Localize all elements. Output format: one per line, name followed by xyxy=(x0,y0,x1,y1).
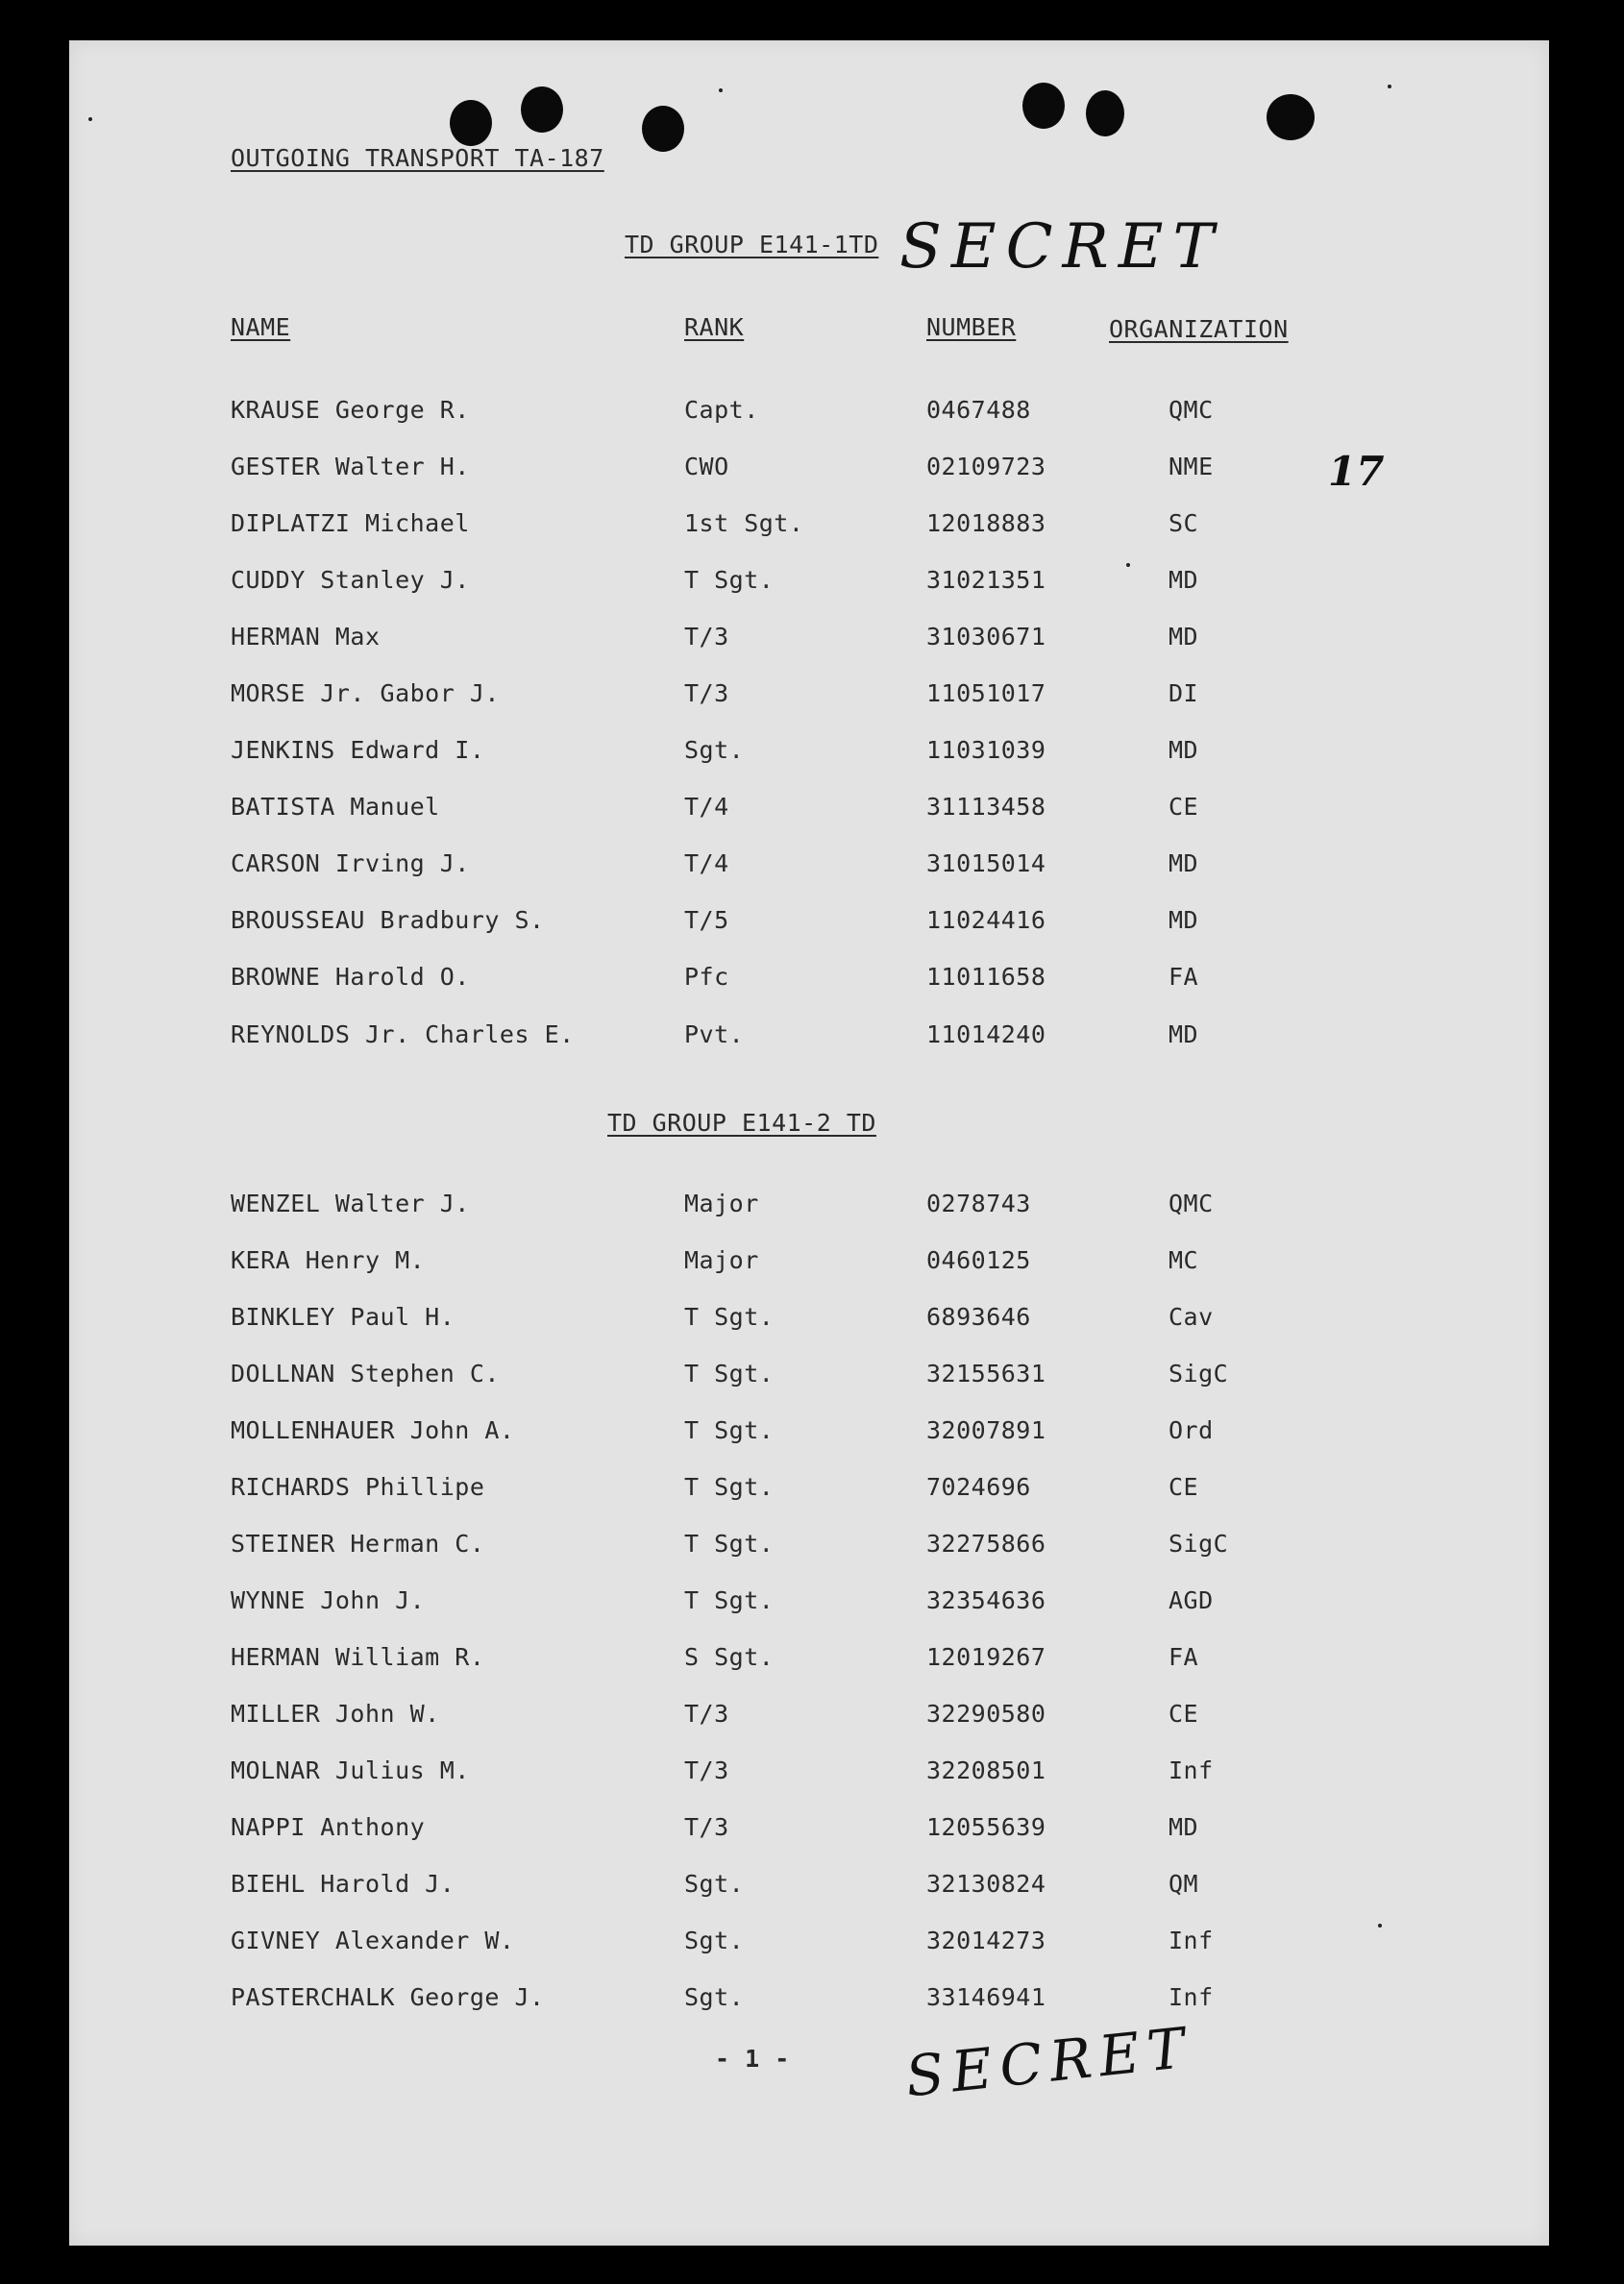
cell-number: 11014240 xyxy=(926,1020,1046,1048)
table-row xyxy=(69,396,1549,434)
cell-number: 31030671 xyxy=(926,623,1046,651)
table-row xyxy=(69,1983,1549,2022)
punch-hole xyxy=(521,86,563,133)
speck xyxy=(719,88,723,92)
cell-name: WENZEL Walter J. xyxy=(231,1190,470,1217)
table-row xyxy=(69,1643,1549,1682)
cell-rank: T/3 xyxy=(684,623,729,651)
cell-org: Inf xyxy=(1169,1756,1214,1784)
cell-number: 32014273 xyxy=(926,1927,1046,1954)
cell-name: KERA Henry M. xyxy=(231,1246,426,1274)
cell-rank: Sgt. xyxy=(684,1983,745,2011)
cell-rank: T/5 xyxy=(684,906,729,934)
cell-org: FA xyxy=(1169,963,1199,991)
cell-name: MORSE Jr. Gabor J. xyxy=(231,679,500,707)
group-heading: TD GROUP E141-2 TD xyxy=(607,1109,876,1137)
cell-number: 32208501 xyxy=(926,1756,1046,1784)
cell-number: 6893646 xyxy=(926,1303,1031,1331)
table-row xyxy=(69,1586,1549,1625)
cell-org: MD xyxy=(1169,1020,1199,1048)
group-heading: TD GROUP E141-1TD xyxy=(625,231,879,258)
handwritten-margin-number: 17 xyxy=(1328,448,1385,495)
cell-org: QM xyxy=(1169,1870,1199,1898)
cell-number: 32155631 xyxy=(926,1360,1046,1388)
cell-rank: T/3 xyxy=(684,679,729,707)
cell-org: AGD xyxy=(1169,1586,1214,1614)
cell-number: 32275866 xyxy=(926,1530,1046,1558)
cell-number: 31021351 xyxy=(926,566,1046,594)
cell-number: 7024696 xyxy=(926,1473,1031,1501)
cell-rank: Pvt. xyxy=(684,1020,745,1048)
cell-org: MD xyxy=(1169,906,1199,934)
table-row xyxy=(69,1360,1549,1398)
document-title: OUTGOING TRANSPORT TA-187 xyxy=(231,144,604,172)
cell-rank: T/3 xyxy=(684,1756,729,1784)
cell-rank: T Sgt. xyxy=(684,1416,775,1444)
cell-number: 11024416 xyxy=(926,906,1046,934)
punch-hole xyxy=(1022,83,1065,129)
punch-hole xyxy=(1267,94,1315,140)
table-row xyxy=(69,509,1549,548)
cell-rank: T/3 xyxy=(684,1700,729,1728)
cell-rank: 1st Sgt. xyxy=(684,509,804,537)
punch-hole xyxy=(450,100,492,146)
cell-org: Cav xyxy=(1169,1303,1214,1331)
cell-org: NME xyxy=(1169,453,1214,480)
cell-org: CE xyxy=(1169,1473,1199,1501)
cell-number: 31113458 xyxy=(926,793,1046,821)
cell-org: MD xyxy=(1169,1813,1199,1841)
cell-name: HERMAN William R. xyxy=(231,1643,485,1671)
cell-rank: T Sgt. xyxy=(684,1473,775,1501)
cell-org: CE xyxy=(1169,793,1199,821)
cell-org: CE xyxy=(1169,1700,1199,1728)
cell-name: MOLNAR Julius M. xyxy=(231,1756,470,1784)
cell-name: BROUSSEAU Bradbury S. xyxy=(231,906,545,934)
table-row xyxy=(69,906,1549,945)
cell-number: 0278743 xyxy=(926,1190,1031,1217)
cell-number: 0460125 xyxy=(926,1246,1031,1274)
cell-rank: Major xyxy=(684,1190,759,1217)
table-row xyxy=(69,1473,1549,1511)
cell-org: SC xyxy=(1169,509,1199,537)
table-row xyxy=(69,963,1549,1001)
cell-name: JENKINS Edward I. xyxy=(231,736,485,764)
column-header-organization: ORGANIZATION xyxy=(1109,315,1289,343)
table-row xyxy=(69,1303,1549,1341)
cell-rank: T Sgt. xyxy=(684,1530,775,1558)
cell-rank: T/4 xyxy=(684,849,729,877)
table-row xyxy=(69,1756,1549,1795)
cell-org: DI xyxy=(1169,679,1199,707)
cell-rank: CWO xyxy=(684,453,729,480)
cell-org: SigC xyxy=(1169,1360,1229,1388)
table-row xyxy=(69,1416,1549,1455)
cell-org: MD xyxy=(1169,736,1199,764)
cell-org: QMC xyxy=(1169,396,1214,424)
cell-org: Inf xyxy=(1169,1927,1214,1954)
cell-number: 32354636 xyxy=(926,1586,1046,1614)
cell-name: HERMAN Max xyxy=(231,623,381,651)
cell-name: BIEHL Harold J. xyxy=(231,1870,455,1898)
cell-rank: Pfc xyxy=(684,963,729,991)
cell-rank: Sgt. xyxy=(684,1927,745,1954)
cell-name: DOLLNAN Stephen C. xyxy=(231,1360,500,1388)
cell-org: Ord xyxy=(1169,1416,1214,1444)
table-row xyxy=(69,1246,1549,1285)
cell-number: 12018883 xyxy=(926,509,1046,537)
cell-rank: T Sgt. xyxy=(684,566,775,594)
handwritten-secret-bottom: SECRET xyxy=(902,2014,1195,2110)
column-header-number: NUMBER xyxy=(926,313,1017,341)
cell-rank: Capt. xyxy=(684,396,759,424)
cell-name: BROWNE Harold O. xyxy=(231,963,470,991)
table-row xyxy=(69,736,1549,774)
cell-name: CUDDY Stanley J. xyxy=(231,566,470,594)
speck xyxy=(88,117,92,121)
cell-org: MD xyxy=(1169,849,1199,877)
table-row xyxy=(69,793,1549,831)
table-row xyxy=(69,1020,1549,1059)
cell-rank: T/3 xyxy=(684,1813,729,1841)
cell-name: MOLLENHAUER John A. xyxy=(231,1416,515,1444)
cell-number: 31015014 xyxy=(926,849,1046,877)
cell-name: MILLER John W. xyxy=(231,1700,440,1728)
document-page xyxy=(69,40,1549,2246)
cell-rank: Sgt. xyxy=(684,1870,745,1898)
column-header-name: NAME xyxy=(231,313,291,341)
cell-number: 33146941 xyxy=(926,1983,1046,2011)
cell-rank: T Sgt. xyxy=(684,1360,775,1388)
table-row xyxy=(69,1870,1549,1908)
cell-org: FA xyxy=(1169,1643,1199,1671)
cell-name: PASTERCHALK George J. xyxy=(231,1983,545,2011)
cell-name: GIVNEY Alexander W. xyxy=(231,1927,515,1954)
cell-name: BATISTA Manuel xyxy=(231,793,440,821)
cell-rank: S Sgt. xyxy=(684,1643,775,1671)
table-row xyxy=(69,566,1549,604)
cell-number: 11011658 xyxy=(926,963,1046,991)
punch-hole xyxy=(1086,90,1124,136)
cell-number: 32290580 xyxy=(926,1700,1046,1728)
table-row xyxy=(69,453,1549,491)
cell-number: 32130824 xyxy=(926,1870,1046,1898)
cell-name: GESTER Walter H. xyxy=(231,453,470,480)
cell-number: 12055639 xyxy=(926,1813,1046,1841)
table-row xyxy=(69,1530,1549,1568)
cell-number: 11031039 xyxy=(926,736,1046,764)
table-row xyxy=(69,1813,1549,1852)
cell-org: MD xyxy=(1169,566,1199,594)
cell-number: 12019267 xyxy=(926,1643,1046,1671)
table-row xyxy=(69,679,1549,718)
cell-number: 11051017 xyxy=(926,679,1046,707)
column-header-rank: RANK xyxy=(684,313,745,341)
cell-number: 0467488 xyxy=(926,396,1031,424)
table-row xyxy=(69,849,1549,888)
punch-hole xyxy=(642,106,684,152)
cell-rank: T Sgt. xyxy=(684,1303,775,1331)
cell-rank: Major xyxy=(684,1246,759,1274)
table-row xyxy=(69,1700,1549,1738)
cell-org: MD xyxy=(1169,623,1199,651)
cell-name: DIPLATZI Michael xyxy=(231,509,470,537)
cell-rank: Sgt. xyxy=(684,736,745,764)
cell-org: QMC xyxy=(1169,1190,1214,1217)
table-row xyxy=(69,1190,1549,1228)
speck xyxy=(1388,85,1391,88)
cell-org: MC xyxy=(1169,1246,1199,1274)
cell-rank: T Sgt. xyxy=(684,1586,775,1614)
cell-name: KRAUSE George R. xyxy=(231,396,470,424)
cell-name: WYNNE John J. xyxy=(231,1586,426,1614)
cell-name: BINKLEY Paul H. xyxy=(231,1303,455,1331)
table-row xyxy=(69,623,1549,661)
cell-org: Inf xyxy=(1169,1983,1214,2011)
cell-name: REYNOLDS Jr. Charles E. xyxy=(231,1020,575,1048)
cell-name: NAPPI Anthony xyxy=(231,1813,426,1841)
page-number: - 1 - xyxy=(715,2045,790,2073)
cell-rank: T/4 xyxy=(684,793,729,821)
cell-name: RICHARDS Phillipe xyxy=(231,1473,485,1501)
table-row xyxy=(69,1927,1549,1965)
cell-number: 02109723 xyxy=(926,453,1046,480)
cell-org: SigC xyxy=(1169,1530,1229,1558)
cell-number: 32007891 xyxy=(926,1416,1046,1444)
cell-name: CARSON Irving J. xyxy=(231,849,470,877)
cell-name: STEINER Herman C. xyxy=(231,1530,485,1558)
handwritten-secret-top: SECRET xyxy=(899,211,1224,282)
